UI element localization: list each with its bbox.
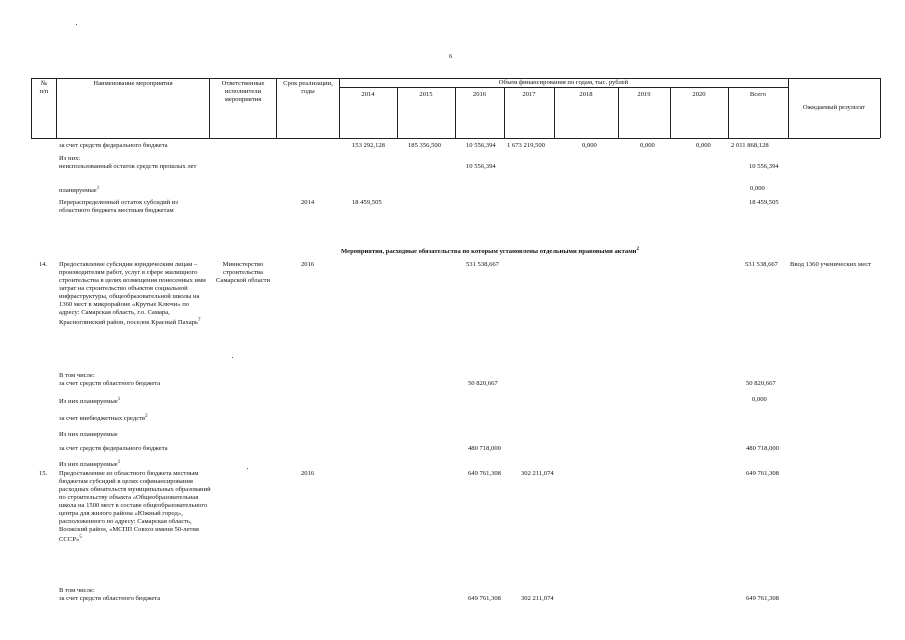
item-14-regional-label: за счет средств областного бюджета: [59, 380, 161, 387]
item-15-term: 2016: [301, 470, 315, 477]
item-14-planned-text: Из них планируемые: [59, 398, 118, 406]
federal-2018: 0,000: [582, 142, 597, 149]
item-15-incl: В том числе:: [59, 587, 95, 594]
header-year-2018: 2018: [579, 91, 593, 98]
item-15-name: Предоставление из областного бюджета местным бюджетам субсидий в целях софинансирования расходных обязательств муниципальных образований по строительству объекта «Общеобразовательная школа на 1500 мест в составе общеобразовательного центра для жилого района «Южный город», расположенного по адресу: Самарская область, Волжский район, «МСПП Совхоз имени 50-летия СССР»$^5$: [59, 470, 211, 544]
header-result: Ожидаемый результат: [802, 104, 866, 111]
header-funding: Объем финансирования по годам, тыс. рублей: [498, 79, 629, 86]
unused-label: неиспользованный остаток средств прошлых лет: [59, 163, 197, 170]
item-14-planned: Из них планируемые$^1$: [59, 397, 121, 406]
item-14-regional-2016: 50 820,667: [468, 380, 498, 387]
federal-total: 2 011 868,128: [731, 142, 769, 149]
redistributed-total: 18 459,505: [749, 199, 779, 206]
planned-text: планируемые: [59, 187, 97, 195]
planned-label: планируемые$^1$: [59, 186, 100, 195]
page-number: 6: [449, 53, 453, 60]
item-14-regional-total: 50 820,667: [746, 380, 776, 387]
item-15-2016: 649 761,308: [468, 470, 501, 477]
of-them-label: Из них:: [59, 155, 81, 162]
item-15-regional-2017: 302 211,074: [521, 595, 554, 602]
header-year-2015: 2015: [419, 91, 433, 98]
scan-speck: [232, 357, 233, 358]
redistributed-label: Перераспределенный остаток субсидий из областного бюджета местным бюджетам: [59, 199, 178, 214]
header-year-2019: 2019: [637, 91, 651, 98]
item-14-term: 2016: [301, 261, 315, 268]
item-14-planned2: Из них планируемые: [59, 431, 118, 438]
redistributed-term: 2014: [301, 199, 315, 206]
item-14-num: 14.: [39, 261, 48, 268]
federal-2016: 10 556,394: [466, 142, 496, 149]
federal-label: за счет средств федерального бюджета: [59, 142, 168, 149]
section-title: Мероприятия, расходные обязательства по которым установлены отдельными правовыми актами$^2$: [341, 247, 639, 256]
scan-speck: [247, 468, 248, 469]
federal-2020: 0,000: [696, 142, 711, 149]
item-14-name: Предоставление субсидии юридическим лицам – производителям работ, услуг в сфере жилищного строительства в целях возмещения понесенных ими затрат на строительство объектов социальной инфраструктуры, общеобразовательной школы на 1360 мест в микрорайоне «Крутые Ключи» по адресу: Самарская область, г.о. Самара, Красноглинский район, поселок Красный Пахарь$^7$: [59, 261, 206, 327]
item-14-result: Ввод 1360 ученических мест: [790, 261, 872, 268]
header-term: Срок реализации, годы: [283, 80, 333, 95]
item-14-planned-total: 0,000: [752, 396, 767, 403]
item-14-federal-total: 480 718,000: [746, 445, 779, 452]
section-title-text: Мероприятия, расходные обязательства по которым установлены отдельными правовыми актами: [341, 248, 637, 256]
item-15-num: 15.: [39, 470, 48, 477]
planned-total: 0,000: [750, 185, 765, 192]
unused-total: 10 556,394: [749, 163, 779, 170]
item-14-planned3: Из них планируемые$^1$: [59, 460, 121, 469]
item-14-federal-label: за счет средств федерального бюджета: [59, 445, 168, 452]
item-14-responsible: Министерство строительства Самарской области: [216, 261, 270, 284]
item-15-total: 649 761,308: [746, 470, 779, 477]
header-responsible: Ответственные исполнители мероприятия: [221, 80, 265, 103]
unused-2016: 10 556,394: [466, 163, 496, 170]
item-14-2016: 531 538,667: [466, 261, 499, 268]
item-14-extrabudget: за счет внебюджетных средств$^2$: [59, 414, 148, 423]
item-14-planned3-text: Из них планируемые: [59, 461, 118, 469]
item-15-regional-2016: 649 761,308: [468, 595, 501, 602]
header-year-2014: 2014: [361, 91, 375, 98]
federal-2019: 0,000: [640, 142, 655, 149]
header-year-total: Всего: [749, 91, 767, 98]
item-14-name-text: Предоставление субсидии юридическим лицам – производителям работ, услуг в сфере жилищного строительства в целях возмещения понесенных ими затрат на строительство объектов социальной инфраструктуры, общеобразовательной школы на 1360 мест в микрорайоне «Крутые Ключи» по адресу: Самарская область, г.о. Самара, Красноглинский район, поселок Красный Пахарь: [59, 261, 206, 327]
federal-2015: 185 356,500: [408, 142, 441, 149]
item-14-incl: В том числе:: [59, 372, 95, 379]
item-15-regional-label: за счет средств областного бюджета: [59, 595, 161, 602]
scan-speck: [76, 24, 77, 25]
header-num: № п/п: [39, 80, 49, 95]
item-14-total: 531 538,667: [745, 261, 778, 268]
item-15-regional-total: 649 761,308: [746, 595, 779, 602]
header-year-2016: 2016: [472, 91, 487, 98]
header-year-2020: 2020: [692, 91, 706, 98]
item-15-name-text: Предоставление из областного бюджета местным бюджетам субсидий в целях софинансирования расходных обязательств муниципальных образований по строительству объекта «Общеобразовательная школа на 1500 мест в составе общеобразовательного центра для жилого района «Южный город», расположенного по адресу: Самарская область, Волжский район, «МСПП Совхоз имени 50-летия СССР»: [59, 470, 211, 544]
item-14-extrabudget-text: за счет внебюджетных средств: [59, 415, 146, 423]
item-15-2017: 302 211,074: [521, 470, 554, 477]
federal-2017: 1 673 219,500: [507, 142, 545, 149]
header-name: Наименование мероприятия: [93, 80, 173, 87]
federal-2014: 153 292,128: [352, 142, 385, 149]
item-14-federal-2016: 480 718,000: [468, 445, 501, 452]
redistributed-2014: 18 459,505: [352, 199, 382, 206]
header-year-2017: 2017: [522, 91, 536, 98]
